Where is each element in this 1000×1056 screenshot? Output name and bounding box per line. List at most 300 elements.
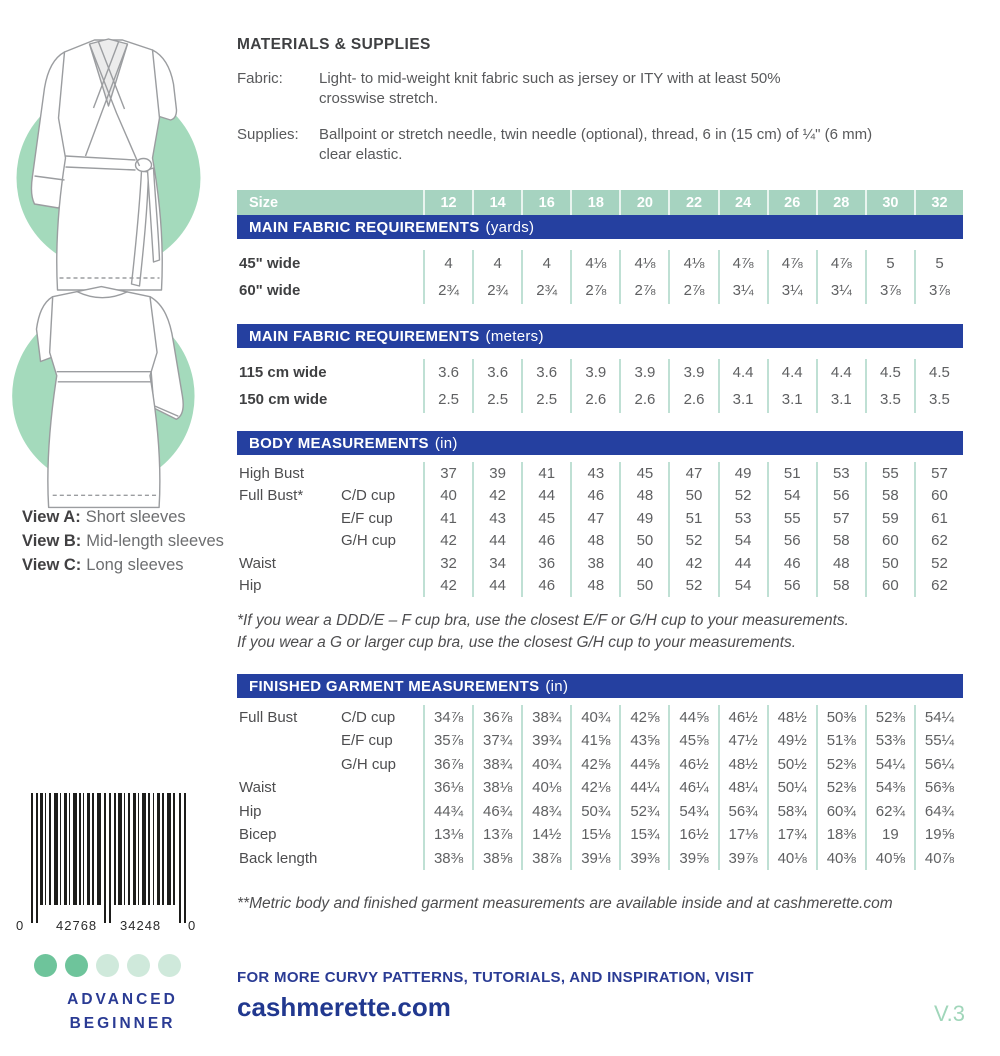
table-cell: 60 — [914, 485, 963, 508]
barcode-digit: 0 — [16, 918, 25, 933]
table-row — [237, 799, 963, 823]
table-cell: 50 — [668, 485, 717, 508]
table-cell: 3.1 — [718, 386, 767, 413]
promo-text: FOR MORE CURVY PATTERNS, TUTORIALS, AND INSPIRATION, VISIT — [237, 969, 754, 986]
table-cell: 3.5 — [865, 386, 914, 413]
table-cell: 50¾ — [570, 799, 619, 823]
table-cell: 3⅞ — [865, 277, 914, 304]
row-values — [423, 530, 963, 553]
supplies-row — [237, 125, 963, 166]
table-cell: 58 — [865, 485, 914, 508]
table-cell: 56¾ — [718, 799, 767, 823]
skill-dot — [34, 954, 57, 977]
row-values — [423, 752, 963, 776]
table-cell: 42 — [423, 530, 472, 553]
body-suffix: (in) — [434, 434, 458, 452]
table-cell: 22 — [668, 190, 717, 215]
upc-barcode — [16, 793, 204, 935]
table-row — [237, 823, 963, 847]
table-cell: 54 — [718, 575, 767, 598]
table-cell: 58¾ — [767, 799, 816, 823]
table-row — [237, 575, 963, 598]
version-label: V.3 — [934, 1001, 966, 1026]
meters-table — [237, 348, 963, 413]
row-values — [423, 575, 963, 598]
body-title: BODY MEASUREMENTS — [249, 434, 429, 452]
table-cell: 46 — [521, 530, 570, 553]
body-table — [237, 455, 963, 597]
table-cell: 46 — [767, 552, 816, 575]
row-label: 45" wide — [239, 255, 301, 272]
table-cell: 50 — [619, 530, 668, 553]
row-values — [423, 552, 963, 575]
table-cell: 3.9 — [668, 359, 717, 386]
table-cell: 13⅞ — [472, 823, 521, 847]
table-cell: 45 — [619, 462, 668, 485]
table-cell: 48¼ — [718, 776, 767, 800]
table-cell: 2.5 — [521, 386, 570, 413]
table-cell: 36⅛ — [423, 776, 472, 800]
table-cell: 39¾ — [521, 729, 570, 753]
table-cell: 43 — [472, 507, 521, 530]
table-row — [237, 776, 963, 800]
table-cell: 40¾ — [570, 705, 619, 729]
view-description: Long sleeves — [86, 555, 184, 574]
table-cell: 38¾ — [521, 705, 570, 729]
table-cell: 52 — [718, 485, 767, 508]
table-cell: 62¾ — [865, 799, 914, 823]
table-cell: 60 — [865, 575, 914, 598]
view-label: View B: — [22, 531, 82, 550]
table-cell: 2⅞ — [668, 277, 717, 304]
table-cell: 3.1 — [816, 386, 865, 413]
table-cell: 34 — [472, 552, 521, 575]
table-cell: 64¾ — [914, 799, 963, 823]
fabric-label: Fabric: — [237, 70, 283, 87]
table-cell: 44¾ — [423, 799, 472, 823]
row-sublabel: G/H cup — [341, 532, 397, 550]
table-row — [237, 530, 963, 553]
table-cell: 56⅜ — [914, 776, 963, 800]
size-header-row — [237, 190, 963, 215]
table-cell: 50 — [619, 575, 668, 598]
dress-back-illustration — [0, 276, 228, 520]
table-row — [237, 729, 963, 753]
skill-level-line2: BEGINNER — [69, 1015, 176, 1033]
table-cell: 4 — [521, 250, 570, 277]
table-cell: 4.5 — [865, 359, 914, 386]
table-cell: 47 — [668, 462, 717, 485]
table-cell: 2⅞ — [570, 277, 619, 304]
table-cell: 37 — [423, 462, 472, 485]
table-cell: 18⅜ — [816, 823, 865, 847]
table-row — [237, 277, 963, 304]
table-cell: 44 — [472, 530, 521, 553]
row-values — [423, 250, 963, 277]
table-cell: 3⅞ — [914, 277, 963, 304]
table-cell: 30 — [865, 190, 914, 215]
table-cell: 4.4 — [816, 359, 865, 386]
table-cell: 54 — [718, 530, 767, 553]
table-cell: 49½ — [767, 729, 816, 753]
table-cell: 36⅞ — [472, 705, 521, 729]
table-cell: 13⅛ — [423, 823, 472, 847]
table-cell: 48¾ — [521, 799, 570, 823]
table-cell: 55 — [865, 462, 914, 485]
table-cell: 24 — [718, 190, 767, 215]
table-row — [237, 507, 963, 530]
table-cell: 35⅞ — [423, 729, 472, 753]
table-cell: 50⅜ — [816, 705, 865, 729]
table-cell: 48 — [570, 575, 619, 598]
skill-dot — [65, 954, 88, 977]
table-cell: 3¼ — [816, 277, 865, 304]
table-cell: 38⅛ — [472, 776, 521, 800]
table-cell: 52⅜ — [865, 705, 914, 729]
row-values — [423, 705, 963, 729]
table-cell: 40¾ — [521, 752, 570, 776]
skill-dot — [127, 954, 150, 977]
supplies-label: Supplies: — [237, 125, 299, 143]
table-cell: 54¼ — [914, 705, 963, 729]
table-cell: 3¼ — [718, 277, 767, 304]
table-cell: 62 — [914, 575, 963, 598]
view-label: View A: — [22, 508, 81, 526]
table-row — [237, 705, 963, 729]
table-cell: 45 — [521, 507, 570, 530]
table-cell: 52⅜ — [816, 752, 865, 776]
table-cell: 47½ — [718, 729, 767, 753]
table-cell: 2.5 — [472, 386, 521, 413]
table-cell: 3.6 — [423, 359, 472, 386]
table-cell: 58 — [816, 530, 865, 553]
finished-suffix: (in) — [545, 677, 569, 695]
table-cell: 56 — [767, 575, 816, 598]
table-cell: 38⅞ — [521, 846, 570, 870]
row-label: 60" wide — [239, 282, 301, 299]
table-cell: 4 — [423, 250, 472, 277]
barcode-digit-group: 42768 — [56, 918, 98, 933]
table-cell: 3.1 — [767, 386, 816, 413]
table-cell: 19⅝ — [914, 823, 963, 847]
table-cell: 4⅛ — [619, 250, 668, 277]
row-label: Hip — [239, 802, 262, 820]
table-cell: 39 — [472, 462, 521, 485]
table-cell: 42⅝ — [619, 705, 668, 729]
table-cell: 43 — [570, 462, 619, 485]
table-cell: 38⅜ — [423, 846, 472, 870]
table-cell: 47 — [570, 507, 619, 530]
row-sublabel: C/D cup — [341, 487, 396, 505]
table-cell: 14 — [472, 190, 521, 215]
view-description: Mid-length sleeves — [86, 531, 224, 550]
table-cell: 2.6 — [619, 386, 668, 413]
table-cell: 2.6 — [570, 386, 619, 413]
table-cell: 39⅞ — [718, 846, 767, 870]
table-cell: 51⅜ — [816, 729, 865, 753]
skill-level-line1: ADVANCED — [67, 991, 178, 1008]
table-cell: 52 — [668, 575, 717, 598]
table-cell: 4.4 — [718, 359, 767, 386]
view-list — [22, 506, 227, 578]
table-cell: 38⅝ — [472, 846, 521, 870]
table-cell: 50¼ — [767, 776, 816, 800]
table-cell: 42 — [668, 552, 717, 575]
table-cell: 46¼ — [668, 776, 717, 800]
table-cell: 58 — [816, 575, 865, 598]
table-cell: 41⅝ — [570, 729, 619, 753]
table-cell: 54¼ — [865, 752, 914, 776]
table-cell: 52 — [668, 530, 717, 553]
table-row — [237, 485, 963, 508]
dress-front-illustration — [0, 18, 228, 318]
row-label: Bicep — [239, 826, 277, 844]
table-cell: 40⅝ — [865, 846, 914, 870]
table-cell: 16 — [521, 190, 570, 215]
row-values — [423, 359, 963, 386]
table-cell: 60 — [865, 530, 914, 553]
table-cell: 48½ — [718, 752, 767, 776]
table-cell: 56 — [816, 485, 865, 508]
table-cell: 40 — [619, 552, 668, 575]
table-cell: 50 — [865, 552, 914, 575]
table-cell: 4⅞ — [816, 250, 865, 277]
table-cell: 3.9 — [570, 359, 619, 386]
row-label: Back length — [239, 849, 318, 867]
row-sublabel: E/F cup — [341, 509, 393, 527]
table-cell: 26 — [767, 190, 816, 215]
table-cell: 48 — [619, 485, 668, 508]
table-cell: 49 — [619, 507, 668, 530]
view-item — [22, 506, 227, 530]
body-header-bar — [237, 431, 963, 455]
row-label: 150 cm wide — [239, 391, 328, 408]
table-cell: 2⅞ — [619, 277, 668, 304]
row-label: High Bust — [239, 464, 305, 482]
table-cell: 44⅝ — [619, 752, 668, 776]
table-cell: 39⅝ — [668, 846, 717, 870]
table-cell: 56¼ — [914, 752, 963, 776]
view-item — [22, 554, 227, 578]
yards-suffix: (yards) — [485, 218, 535, 236]
table-cell: 2.6 — [668, 386, 717, 413]
barcode-bars — [16, 793, 204, 925]
fabric-text: Light- to mid-weight knit fabric such as jersey or ITY with at least 50% crosswise stretch. — [319, 70, 781, 108]
table-cell: 48 — [570, 530, 619, 553]
table-cell: 3.5 — [914, 386, 963, 413]
table-cell: 42 — [472, 485, 521, 508]
skill-dot — [96, 954, 119, 977]
table-cell: 39⅛ — [570, 846, 619, 870]
yards-title: MAIN FABRIC REQUIREMENTS — [249, 218, 480, 236]
table-cell: 52¾ — [619, 799, 668, 823]
table-row — [237, 552, 963, 575]
yards-table — [237, 239, 963, 304]
yards-header-bar — [237, 215, 963, 239]
skill-dot — [158, 954, 181, 977]
table-cell: 4.5 — [914, 359, 963, 386]
row-values — [423, 507, 963, 530]
metric-footnote: **Metric body and finished garment measurements are available inside and at cashmerette.com — [237, 894, 893, 912]
table-cell: 3.9 — [619, 359, 668, 386]
table-row — [237, 846, 963, 870]
meters-suffix: (meters) — [485, 327, 544, 345]
row-label: 115 cm wide — [239, 364, 327, 381]
content-column — [237, 0, 963, 913]
table-cell: 50½ — [767, 752, 816, 776]
body-footnote — [237, 610, 963, 653]
table-cell: 52⅜ — [816, 776, 865, 800]
table-cell: 52 — [914, 552, 963, 575]
table-cell: 53⅜ — [865, 729, 914, 753]
row-values — [423, 846, 963, 870]
table-cell: 38¾ — [472, 752, 521, 776]
meters-header-bar — [237, 324, 963, 348]
table-cell: 2.5 — [423, 386, 472, 413]
table-row — [237, 250, 963, 277]
table-cell: 39⅜ — [619, 846, 668, 870]
table-cell: 42⅛ — [570, 776, 619, 800]
fabric-row — [237, 69, 963, 110]
view-description: Short sleeves — [85, 508, 186, 526]
row-sublabel: C/D cup — [341, 708, 396, 726]
table-cell: 46 — [570, 485, 619, 508]
row-values — [423, 386, 963, 413]
row-sublabel: E/F cup — [341, 732, 393, 750]
table-cell: 40 — [423, 485, 472, 508]
table-cell: 54⅜ — [865, 776, 914, 800]
table-cell: 37¾ — [472, 729, 521, 753]
table-cell: 19 — [865, 823, 914, 847]
table-cell: 40⅞ — [914, 846, 963, 870]
table-cell: 3¼ — [767, 277, 816, 304]
skill-dots — [34, 954, 181, 977]
table-cell: 38 — [570, 552, 619, 575]
row-values — [423, 729, 963, 753]
table-cell: 44 — [472, 575, 521, 598]
table-cell: 16½ — [668, 823, 717, 847]
table-cell: 56 — [767, 530, 816, 553]
table-cell: 46¾ — [472, 799, 521, 823]
table-cell: 43⅝ — [619, 729, 668, 753]
table-cell: 15¾ — [619, 823, 668, 847]
table-cell: 60¾ — [816, 799, 865, 823]
table-cell: 57 — [914, 462, 963, 485]
table-cell: 41 — [423, 507, 472, 530]
table-cell: 44⅝ — [668, 705, 717, 729]
meters-title: MAIN FABRIC REQUIREMENTS — [249, 327, 480, 345]
table-row — [237, 386, 963, 413]
row-values — [423, 277, 963, 304]
table-cell: 55¼ — [914, 729, 963, 753]
table-cell: 44¼ — [619, 776, 668, 800]
table-cell: 59 — [865, 507, 914, 530]
table-cell: 36⅞ — [423, 752, 472, 776]
table-cell: 4⅞ — [718, 250, 767, 277]
table-cell: 4.4 — [767, 359, 816, 386]
supplies-text: Ballpoint or stretch needle, twin needle (optional), thread, 6 in (15 cm) of ¼" (6 mm) clear elastic. — [319, 125, 873, 163]
table-cell: 53 — [816, 462, 865, 485]
table-cell: 46½ — [718, 705, 767, 729]
table-cell: 42⅝ — [570, 752, 619, 776]
table-cell: 53 — [718, 507, 767, 530]
view-label: View C: — [22, 555, 82, 574]
body-footnote-line2: If you wear a G or larger cup bra, use the closest G/H cup to your measurements. — [237, 633, 797, 651]
view-item — [22, 530, 227, 554]
row-label: Waist — [239, 779, 276, 797]
size-values — [423, 190, 963, 215]
row-values — [423, 823, 963, 847]
table-row — [237, 752, 963, 776]
table-cell: 48½ — [767, 705, 816, 729]
finished-header-bar — [237, 674, 963, 698]
table-cell: 5 — [914, 250, 963, 277]
table-cell: 2¾ — [423, 277, 472, 304]
row-sublabel: G/H cup — [341, 755, 397, 773]
finished-table — [237, 698, 963, 870]
row-label: Hip — [239, 577, 262, 595]
row-values — [423, 799, 963, 823]
table-cell: 51 — [668, 507, 717, 530]
table-cell: 42 — [423, 575, 472, 598]
table-cell: 34⅞ — [423, 705, 472, 729]
table-cell: 62 — [914, 530, 963, 553]
table-cell: 17¾ — [767, 823, 816, 847]
row-label: Waist — [239, 554, 276, 572]
table-cell: 46½ — [668, 752, 717, 776]
table-cell: 36 — [521, 552, 570, 575]
table-cell: 3.6 — [521, 359, 570, 386]
table-cell: 12 — [423, 190, 472, 215]
table-cell: 2¾ — [472, 277, 521, 304]
table-row — [237, 462, 963, 485]
row-label: Full Bust — [239, 708, 298, 726]
table-cell: 17⅛ — [718, 823, 767, 847]
table-cell: 57 — [816, 507, 865, 530]
website-url: cashmerette.com — [237, 992, 451, 1022]
table-cell: 49 — [718, 462, 767, 485]
table-cell: 32 — [423, 552, 472, 575]
table-cell: 2¾ — [521, 277, 570, 304]
size-label: Size — [249, 194, 279, 211]
table-cell: 32 — [914, 190, 963, 215]
finished-title: FINISHED GARMENT MEASUREMENTS — [249, 677, 540, 695]
table-cell: 3.6 — [472, 359, 521, 386]
materials-heading: MATERIALS & SUPPLIES — [237, 36, 431, 53]
table-cell: 5 — [865, 250, 914, 277]
table-cell: 61 — [914, 507, 963, 530]
table-cell: 55 — [767, 507, 816, 530]
table-cell: 4⅛ — [570, 250, 619, 277]
table-cell: 4 — [472, 250, 521, 277]
table-row — [237, 359, 963, 386]
table-cell: 20 — [619, 190, 668, 215]
table-cell: 54¾ — [668, 799, 717, 823]
row-values — [423, 462, 963, 485]
table-cell: 51 — [767, 462, 816, 485]
row-values — [423, 776, 963, 800]
row-values — [423, 485, 963, 508]
table-cell: 28 — [816, 190, 865, 215]
barcode-digit: 0 — [188, 918, 197, 933]
table-cell: 40⅛ — [521, 776, 570, 800]
table-cell: 15⅛ — [570, 823, 619, 847]
row-label: Full Bust* — [239, 487, 304, 505]
table-cell: 4⅞ — [767, 250, 816, 277]
table-cell: 44 — [521, 485, 570, 508]
skill-level — [10, 988, 235, 1036]
body-footnote-line1: *If you wear a DDD/E – F cup bra, use the closest E/F or G/H cup to your measurements. — [237, 612, 849, 629]
